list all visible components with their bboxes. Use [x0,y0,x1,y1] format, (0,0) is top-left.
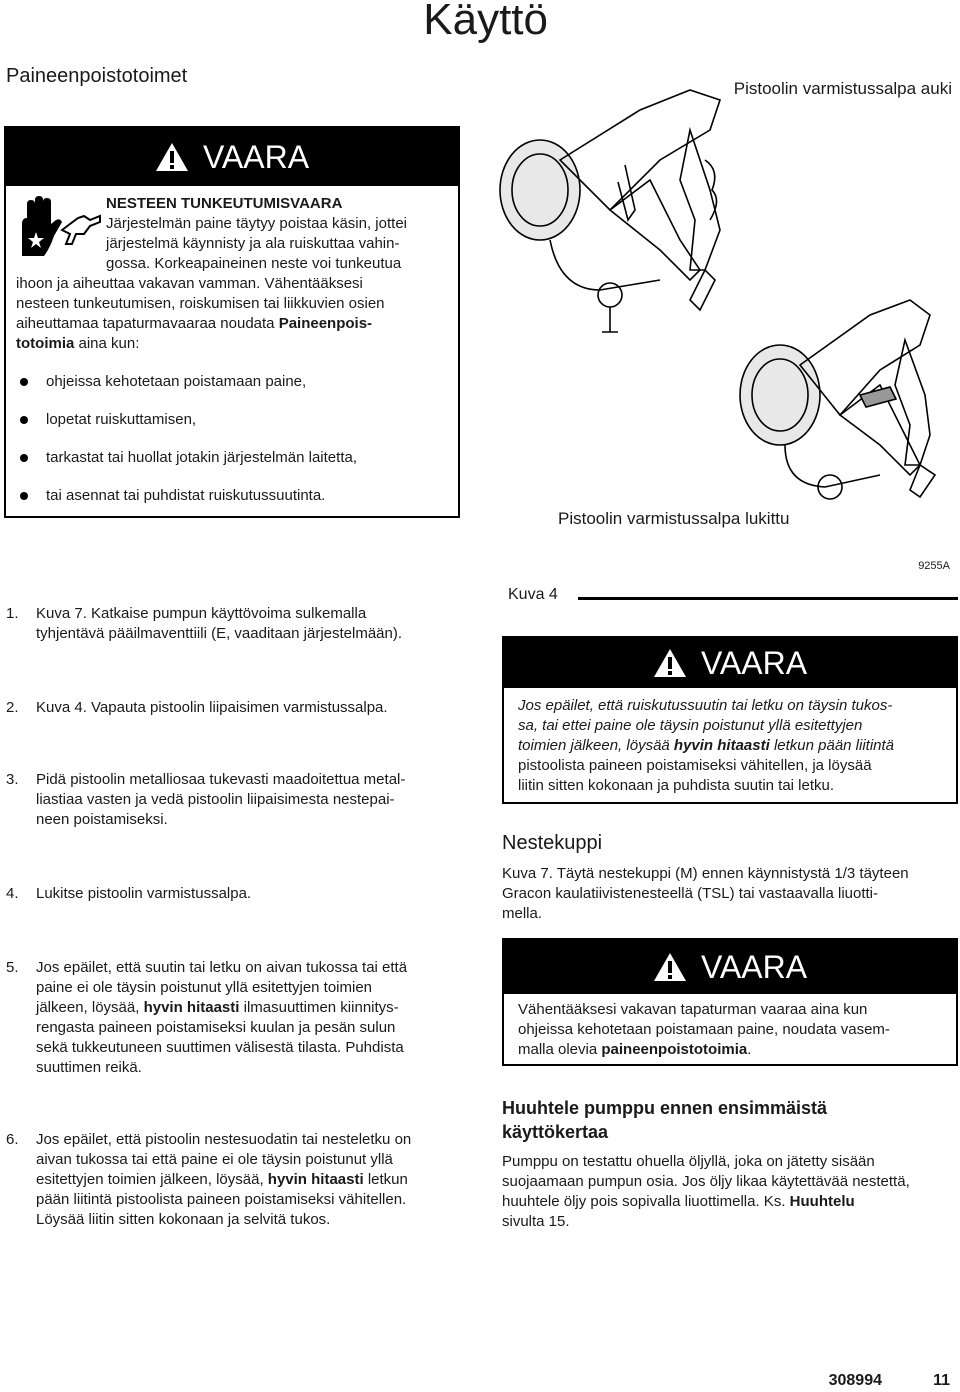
step-number: 5. [6,959,19,976]
step-text-line: Pidä pistoolin metalliosaa tukevasti maadoitettua metal- [36,771,406,788]
step-2 [6,698,456,718]
text-run: aiheuttamaa tapaturmavaaraa noudata [16,315,279,332]
step-number: 6. [6,1131,19,1148]
warning-text-line: järjestelmä käynnisty ja ala ruiskuttaa vahin- [106,235,400,252]
warning-body [518,696,948,796]
flush-reference: Huuhtelu [789,1193,855,1210]
pressure-relief-reference: paineenpoistotoimia [601,1041,748,1058]
warning-text-line [518,1040,948,1060]
paragraph-line: Gracon kaulatiivistenesteellä (TSL) tai vastaavalla liuotti- [502,885,879,902]
step-text-line: paine ei ole täysin poistunut yllä esitettyjen toimien [36,979,373,996]
step-text-line: Lukitse pistoolin varmistussalpa. [36,885,252,902]
emphasis: hyvin hitaasti [143,999,240,1016]
warning-text-line: liitin sitten kokonaan ja puhdista suutin tai letku. [518,777,835,794]
step-text-line: rengasta paineen poistamiseksi kuulan ja pesän sulun [36,1019,396,1036]
flush-text [502,1152,958,1232]
step-6 [6,1130,456,1230]
text-run: aina kun: [74,335,140,352]
paragraph-line: Kuva 7. Täytä nestekuppi (M) ennen käynnistystä 1/3 täyteen [502,865,909,882]
spray-gun-locked [740,300,935,499]
step-text-line: aivan tukossa tai että paine ei ole täysin poistunut yllä [36,1151,393,1168]
warning-text-line: nesteen tunkeutumisen, roiskumisen tai liikkuvien osien [16,295,385,312]
warning-text-line [518,736,948,756]
heading-line: Huuhtele pumppu ennen ensimmäistä [502,1098,828,1118]
section-heading-pressure-relief: Paineenpoistotoimet [6,65,188,87]
bullet-item: ohjeissa kehotetaan poistamaan paine, [14,372,454,410]
step-text-line: Jos epäilet, että pistoolin nestesuodatin tai nesteletku on [36,1131,412,1148]
warning-header-text: VAARA [202,139,310,175]
warning-header-text: VAARA [700,949,808,985]
document-number: 308994 [828,1372,882,1389]
figure-label: Kuva 4 [508,586,558,603]
step-number: 3. [6,771,19,788]
warning-text-line [16,334,456,354]
warning-bullet-list [14,372,454,524]
text-run: letkun pään liitintä [769,737,895,754]
warning-box-clogged-tip [502,636,958,804]
step-number: 4. [6,885,19,902]
warning-header-text: VAARA [700,645,808,681]
step-text-line: neen poistamiseksi. [36,811,168,828]
warning-text-line: Vähentääksesi vakavan tapaturman vaaraa aina kun [518,1001,868,1018]
step-number: 2. [6,699,19,716]
spray-gun-illustration [490,70,950,530]
text-run: toimien jälkeen, löysää [518,737,674,754]
warning-triangle-icon [653,648,687,678]
warning-text-line: Järjestelmän paine täytyy poistaa käsin, jottei [106,215,407,232]
warning-header [504,940,956,994]
warning-text-line: ihoon ja aiheuttaa vakavan vamman. Vähentääksesi [16,275,363,292]
warning-header [504,638,956,688]
paragraph-line [502,1192,958,1212]
warning-box-main [4,126,460,518]
step-text-line: tyhjentävä pääilmaventtiili (E, vaaditaan järjestelmään). [36,625,403,642]
hand-injection-hazard-icon [14,194,102,264]
text-run: huuhtele öljy pois sopivalla liuottimella. Ks. [502,1193,790,1210]
warning-subtitle: NESTEEN TUNKEUTUMISVAARA [106,195,343,212]
warning-intro [106,214,456,274]
warning-triangle-icon [155,142,189,172]
step-1 [6,604,456,644]
step-text-line: Jos epäilet, että suutin tai letku on aivan tukossa tai että [36,959,408,976]
text-run: malla olevia [518,1041,602,1058]
section-heading-flush [502,1096,827,1144]
paragraph-line: suojaamaan pumpun osia. Jos öljy likaa käytettävää nestettä, [502,1173,910,1190]
step-3 [6,770,456,830]
step-text-line: suuttimen reikä. [36,1059,142,1076]
pressure-relief-reference: Paineenpois- [278,315,373,332]
text-run: letkun [363,1171,408,1188]
figure-rule [578,597,958,600]
warning-text-line: Jos epäilet, että ruiskutussuutin tai letku on täysin tukos- [518,697,893,714]
page-title: Käyttö [423,0,548,44]
step-text-line [36,1170,456,1190]
warning-text-line: gossa. Korkeapaineinen neste voi tunkeutua [106,255,402,272]
text-run: jälkeen, löysää, [36,999,144,1016]
figure-code: 9255A [918,560,950,572]
bullet-item: tai asennat tai puhdistat ruiskutussuutinta. [14,486,454,524]
text-run: ilmasuuttimen kiinnitys- [239,999,399,1016]
bullet-item: lopetat ruiskuttamisen, [14,410,454,448]
bullet-item: tarkastat tai huollat jotakin järjestelmän laitetta, [14,448,454,486]
step-text-line [36,998,456,1018]
step-text-line: pään liitintä pistoolista paineen poistamiseksi vähitellen. [36,1191,407,1208]
warning-text-line: sa, tai ettei paine ole täysin poistunut yllä esitettyjen [518,717,863,734]
page-number: 11 [933,1372,950,1389]
warning-text-line: ohjeissa kehotetaan poistamaan paine, noudata vasem- [518,1021,890,1038]
step-text-line: sekä tukkeutuneen suuttimen välisestä tilasta. Puhdista [36,1039,404,1056]
paragraph-line: Pumppu on testattu ohuella öljyllä, joka on jätetty sisään [502,1153,875,1170]
step-4 [6,884,456,904]
fluid-cup-text [502,864,958,924]
spray-gun-unlocked [500,90,720,332]
warning-triangle-icon [653,952,687,982]
emphasis: hyvin hitaasti [267,1171,364,1188]
warning-body [16,274,456,354]
paragraph-line: mella. [502,905,543,922]
step-text-line: liastiaa vasten ja vedä pistoolin liipaisimesta nestepai- [36,791,395,808]
warning-text-line: pistoolista paineen poistamiseksi vähitellen, ja löysää [518,757,872,774]
warning-header [6,128,458,186]
pressure-relief-reference: totoimia [16,335,75,352]
step-text-line: Kuva 7. Katkaise pumpun käyttövoima sulkemalla [36,605,367,622]
warning-body [518,1000,948,1060]
paragraph-line: sivulta 15. [502,1213,570,1230]
figure-caption-locked: Pistoolin varmistussalpa lukittu [558,509,790,528]
section-heading-fluid-cup: Nestekuppi [502,832,603,854]
step-text-line: Kuva 4. Vapauta pistoolin liipaisimen varmistussalpa. [36,699,388,716]
text-run: . [747,1041,752,1058]
step-5 [6,958,456,1078]
text-run: esitettyjen toimien jälkeen, löysää, [36,1171,268,1188]
figure-caption-unlocked: Pistoolin varmistussalpa auki [733,79,952,98]
emphasis: hyvin hitaasti [673,737,770,754]
heading-line: käyttökertaa [502,1122,609,1142]
step-number: 1. [6,605,19,622]
step-text-line: Löysää liitin sitten kokonaan ja selvitä tukos. [36,1211,331,1228]
warning-text-line [16,314,456,334]
warning-box-pressure-relief [502,938,958,1066]
